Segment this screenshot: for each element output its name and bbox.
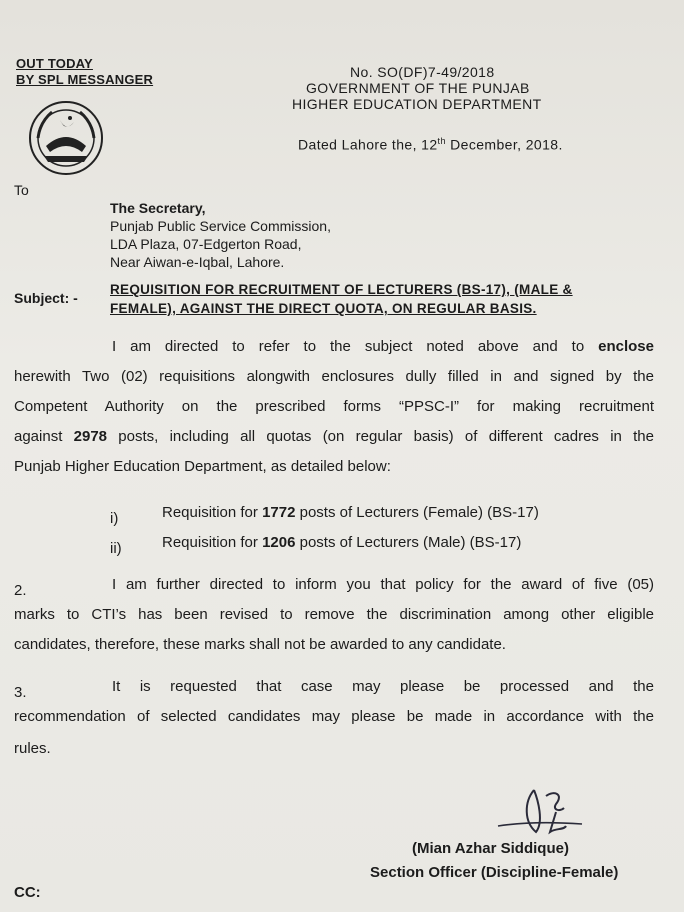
handwritten-signature-icon	[494, 782, 584, 844]
addressee-line-1: Punjab Public Service Commission,	[110, 218, 331, 234]
department-title: HIGHER EDUCATION DEPARTMENT	[292, 96, 542, 112]
dispatch-messenger: BY SPL MESSANGER	[16, 72, 154, 87]
para3-line-3: rules.	[14, 740, 51, 757]
subject-label: Subject: -	[14, 290, 78, 306]
dispatch-out-today: OUT TODAY	[16, 56, 93, 71]
addressee-line-2: LDA Plaza, 07-Edgerton Road,	[110, 236, 302, 252]
para1-line-5: Punjab Higher Education Department, as detailed below:	[14, 458, 391, 475]
punjab-government-logo-icon	[26, 98, 106, 178]
para2-number: 2.	[14, 582, 27, 599]
item-2-text: Requisition for 1206 posts of Lecturers (Male) (BS-17)	[162, 534, 522, 551]
para2-line-2: marks to CTI’s has been revised to remove the discrimination among other eligible	[14, 606, 654, 623]
item-1-text: Requisition for 1772 posts of Lecturers (Female) (BS-17)	[162, 504, 539, 521]
para2-line-1: I am further directed to inform you that policy for the award of five (05)	[112, 576, 654, 593]
para1-line-3: Competent Authority on the prescribed forms “PPSC-I” for making recruitment	[14, 398, 654, 415]
to-label: To	[14, 182, 29, 198]
item-1-number: i)	[110, 510, 119, 527]
para2-line-3: candidates, therefore, these marks shall not be awarded to any candidate.	[14, 636, 506, 653]
subject-line-2: FEMALE), AGAINST THE DIRECT QUOTA, ON REGULAR BASIS.	[110, 301, 537, 316]
addressee-line-3: Near Aiwan-e-Iqbal, Lahore.	[110, 254, 285, 270]
reference-number: No. SO(DF)7-49/2018	[350, 64, 495, 80]
cc-label: CC:	[14, 884, 41, 901]
signatory-name: (Mian Azhar Siddique)	[412, 840, 569, 857]
para3-line-2: recommendation of selected candidates may please be made in accordance with the	[14, 708, 654, 725]
para3-number: 3.	[14, 684, 27, 701]
addressee-title: The Secretary,	[110, 200, 206, 216]
government-title: GOVERNMENT OF THE PUNJAB	[306, 80, 530, 96]
letter-date: Dated Lahore the, 12th December, 2018.	[298, 136, 563, 153]
para1-line-2: herewith Two (02) requisitions alongwith enclosures dully filled in and signed by the	[14, 368, 654, 385]
signatory-designation: Section Officer (Discipline-Female)	[370, 864, 619, 881]
item-2-number: ii)	[110, 540, 122, 557]
subject-line-1: REQUISITION FOR RECRUITMENT OF LECTURERS (BS-17), (MALE &	[110, 282, 573, 297]
para1-line-4: against 2978 posts, including all quotas (on regular basis) of different cadres in the	[14, 428, 654, 445]
para1-line-1: I am directed to refer to the subject noted above and to enclose	[112, 338, 654, 355]
para3-line-1: It is requested that case may please be processed and the	[112, 678, 654, 695]
